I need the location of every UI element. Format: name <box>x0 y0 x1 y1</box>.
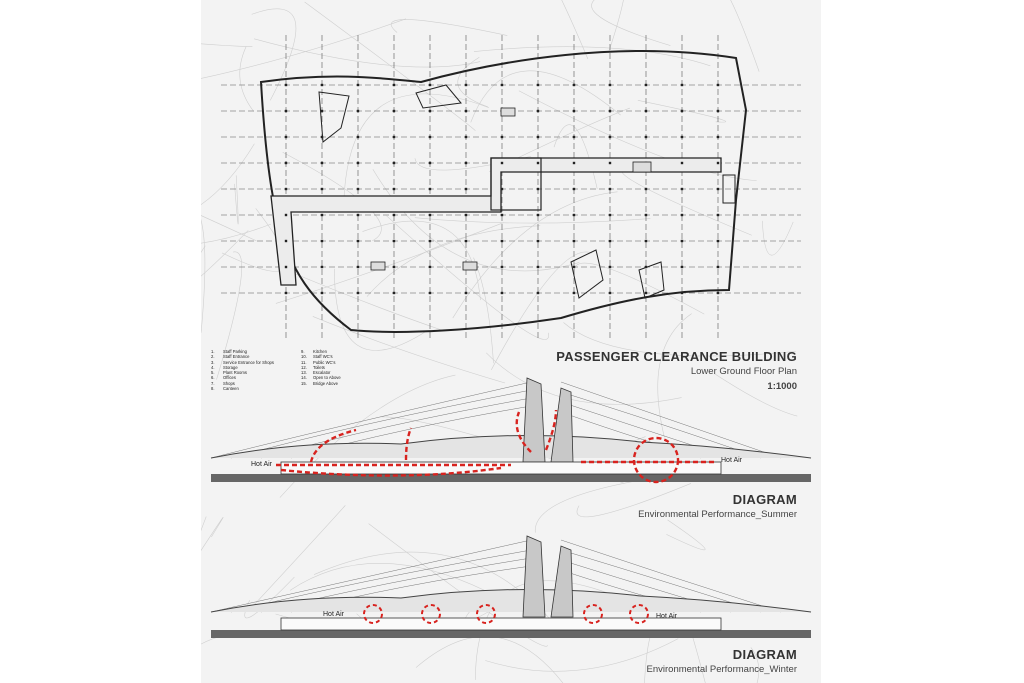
column <box>609 266 611 268</box>
column <box>501 136 503 138</box>
column <box>501 266 503 268</box>
legend-item: 6. Offices <box>211 375 236 381</box>
column <box>321 84 323 86</box>
legend-item: 14. Open to Above <box>301 375 341 381</box>
column <box>429 84 431 86</box>
column <box>465 136 467 138</box>
column <box>681 110 683 112</box>
lower-ground-floor-plan <box>201 0 821 350</box>
column <box>357 162 359 164</box>
column <box>501 188 503 190</box>
column <box>717 188 719 190</box>
column <box>681 292 683 294</box>
plan-scale: 1:1000 <box>767 381 797 392</box>
column <box>357 136 359 138</box>
lower-level <box>281 618 721 630</box>
column <box>645 188 647 190</box>
summer-diagram-subtitle: Environmental Performance_Summer <box>638 509 797 520</box>
column <box>393 240 395 242</box>
building-outline <box>261 51 746 332</box>
legend-item: 10. Staff WC's <box>301 354 333 360</box>
column <box>609 188 611 190</box>
column <box>501 292 503 294</box>
column <box>717 214 719 216</box>
column <box>573 266 575 268</box>
column <box>645 84 647 86</box>
column <box>681 84 683 86</box>
ground-slab <box>211 630 811 638</box>
column <box>429 110 431 112</box>
drawing-sheet <box>201 0 821 683</box>
column <box>573 188 575 190</box>
column <box>465 240 467 242</box>
column <box>501 214 503 216</box>
column <box>321 110 323 112</box>
column <box>537 292 539 294</box>
corridor-band <box>271 158 721 285</box>
column <box>465 188 467 190</box>
structural-grid <box>221 35 801 340</box>
column <box>573 110 575 112</box>
column <box>429 214 431 216</box>
column <box>645 266 647 268</box>
column <box>645 292 647 294</box>
column <box>357 292 359 294</box>
hot-air-label: Hot Air <box>721 457 743 464</box>
column <box>573 292 575 294</box>
column <box>645 110 647 112</box>
legend-item: 7. Shops <box>211 380 235 386</box>
column <box>465 214 467 216</box>
column <box>285 188 287 190</box>
legend-item: 13. Escalator <box>301 370 331 376</box>
column <box>429 188 431 190</box>
column <box>537 266 539 268</box>
column <box>609 214 611 216</box>
column <box>717 162 719 164</box>
column <box>573 136 575 138</box>
column <box>681 240 683 242</box>
column <box>537 136 539 138</box>
column <box>681 188 683 190</box>
legend-item: 4. Storage <box>211 364 238 370</box>
hot-air-label: Hot Air <box>251 461 273 468</box>
column <box>609 110 611 112</box>
building-title: PASSENGER CLEARANCE BUILDING <box>556 349 797 364</box>
column <box>429 266 431 268</box>
column <box>537 240 539 242</box>
column <box>573 240 575 242</box>
column <box>573 162 575 164</box>
column <box>285 266 287 268</box>
column <box>609 162 611 164</box>
column <box>609 292 611 294</box>
column <box>681 266 683 268</box>
column <box>285 214 287 216</box>
column <box>321 162 323 164</box>
column <box>609 240 611 242</box>
winter-diagram-title: DIAGRAM <box>732 647 797 662</box>
column <box>645 136 647 138</box>
column <box>393 188 395 190</box>
hot-air-label: Hot Air <box>323 611 345 618</box>
column <box>429 292 431 294</box>
column <box>681 162 683 164</box>
column <box>393 136 395 138</box>
column <box>321 240 323 242</box>
column <box>465 292 467 294</box>
legend-item: 3. Service Entrance for Shops <box>211 359 274 365</box>
void-south-a <box>571 250 603 298</box>
column <box>537 214 539 216</box>
column <box>321 292 323 294</box>
legend-item: 15. Bridge Above <box>301 380 338 386</box>
column <box>429 136 431 138</box>
column <box>717 240 719 242</box>
column <box>717 110 719 112</box>
column <box>429 162 431 164</box>
column <box>537 188 539 190</box>
ground-slab <box>211 474 811 482</box>
column <box>537 84 539 86</box>
void-north <box>416 85 461 108</box>
column <box>681 214 683 216</box>
hot-air-label: Hot Air <box>656 613 678 620</box>
column <box>573 214 575 216</box>
column <box>285 240 287 242</box>
column <box>393 214 395 216</box>
column <box>645 214 647 216</box>
column <box>429 240 431 242</box>
column <box>501 240 503 242</box>
column <box>609 136 611 138</box>
column <box>537 162 539 164</box>
column <box>285 162 287 164</box>
column <box>285 110 287 112</box>
column <box>321 266 323 268</box>
column <box>465 110 467 112</box>
void-south-b <box>639 262 664 298</box>
winter-section <box>201 532 821 644</box>
column <box>717 266 719 268</box>
column <box>357 84 359 86</box>
column <box>465 84 467 86</box>
column <box>393 84 395 86</box>
column <box>357 110 359 112</box>
column <box>573 84 575 86</box>
roof-profile <box>211 435 811 458</box>
column <box>465 162 467 164</box>
column <box>717 84 719 86</box>
column <box>321 136 323 138</box>
column <box>645 240 647 242</box>
column <box>357 188 359 190</box>
column <box>357 266 359 268</box>
summer-diagram-title: DIAGRAM <box>732 492 797 507</box>
legend-item: 2. Staff Entrance <box>211 354 250 360</box>
column <box>357 240 359 242</box>
column <box>393 162 395 164</box>
column <box>393 266 395 268</box>
column <box>357 214 359 216</box>
column <box>717 136 719 138</box>
winter-diagram-subtitle: Environmental Performance_Winter <box>646 664 797 675</box>
legend-item: 9. Kitchen <box>301 349 327 354</box>
column <box>609 84 611 86</box>
summer-section <box>201 370 821 490</box>
column <box>501 84 503 86</box>
column <box>717 292 719 294</box>
void-west <box>319 92 349 142</box>
column <box>501 162 503 164</box>
column <box>537 110 539 112</box>
legend-item: 11. Public WC's <box>301 359 336 365</box>
legend-item: 8. Canteen <box>211 386 239 392</box>
legend-item: 5. Plant Rooms <box>211 370 247 376</box>
column <box>681 136 683 138</box>
column <box>321 214 323 216</box>
plan-subtitle: Lower Ground Floor Plan <box>690 366 797 377</box>
column <box>285 84 287 86</box>
legend-item: 1. Staff Parking <box>211 349 247 354</box>
legend-item: 12. Toilets <box>301 364 325 370</box>
column <box>393 292 395 294</box>
column <box>321 188 323 190</box>
column <box>285 136 287 138</box>
column <box>285 292 287 294</box>
column <box>393 110 395 112</box>
